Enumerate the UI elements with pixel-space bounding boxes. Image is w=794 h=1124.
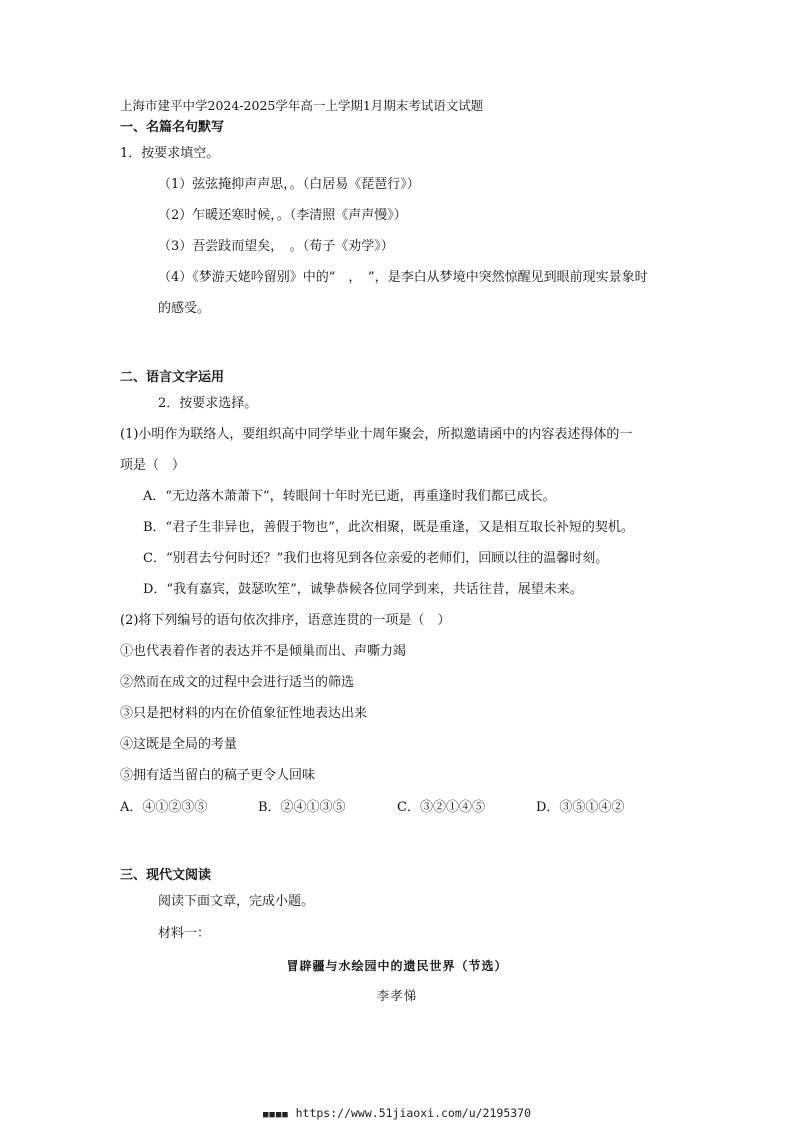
section-2-heading: 二、语言文字运用 bbox=[120, 370, 225, 385]
footer-url[interactable]: https://www.51jiaoxi.com/u/2195370 bbox=[295, 1106, 532, 1120]
reading-instruction: 阅读下面文章，完成小题。 bbox=[158, 894, 315, 909]
fill-item-2: （2）乍暖还寒时候，。（李清照《声声慢》） bbox=[158, 208, 407, 223]
order-option-d: D．③⑤①④② bbox=[536, 800, 625, 815]
article-author: 李孝悌 bbox=[376, 988, 418, 1003]
footer-mark: ■■■■ bbox=[262, 1110, 289, 1120]
subquestion-1-line-1: (1)小明作为联络人，要组织高中同学毕业十周年聚会，所拟邀请函中的内容表述得体的一 bbox=[120, 427, 633, 442]
fill-item-4-continued: 的感受。 bbox=[158, 301, 211, 316]
fill-item-3: （3）吾尝跂而望矣， 。（荀子《劝学》） bbox=[158, 239, 394, 254]
article-title: 冒辟疆与水绘园中的遗民世界（节选） bbox=[286, 959, 508, 973]
sentence-3: ③只是把材料的内在价值象征性地表达出来 bbox=[120, 706, 368, 721]
document-title: 上海市建平中学2024-2025学年高一上学期1月期末考试语文试题 bbox=[120, 98, 484, 113]
order-option-c: C．③②①④⑤ bbox=[397, 800, 485, 815]
section-3-heading: 三、现代文阅读 bbox=[120, 868, 212, 883]
option-b: B．“君子生非异也，善假于物也”，此次相聚，既是重逢，又是相互取长补短的契机。 bbox=[143, 520, 634, 535]
order-option-a: A．④①②③⑤ bbox=[120, 800, 208, 815]
sentence-2: ②然而在成文的过程中会进行适当的筛选 bbox=[120, 675, 355, 690]
sentence-4: ④这既是全局的考量 bbox=[120, 737, 238, 752]
sentence-1: ①也代表着作者的表达并不是倾巢而出、声嘶力竭 bbox=[120, 644, 407, 659]
question-2-stem: 2．按要求选择。 bbox=[158, 396, 258, 411]
sentence-5: ⑤拥有适当留白的稿子更令人回味 bbox=[120, 768, 316, 783]
material-label: 材料一： bbox=[158, 926, 211, 941]
question-1-stem: 1．按要求填空。 bbox=[120, 146, 220, 161]
option-c: C．“别君去兮何时还？”我们也将见到各位亲爱的老师们，回顾以往的温馨时刻。 bbox=[143, 551, 609, 566]
footer-watermark bbox=[0, 1106, 794, 1120]
option-d: D．“我有嘉宾，鼓瑟吹笙”，诚挚恭候各位同学到来，共话往昔，展望未来。 bbox=[143, 582, 583, 597]
fill-item-4: （4）《梦游天姥吟留别》中的“ ， ”，是李白从梦境中突然惊醒见到眼前现实景象时 bbox=[158, 270, 648, 285]
order-option-b: B．②④①③⑤ bbox=[258, 800, 346, 815]
subquestion-1-line-2: 项是（ ） bbox=[120, 458, 186, 473]
fill-item-1: （1）弦弦掩抑声声思，。（白居易《琵琶行》） bbox=[158, 177, 420, 192]
section-1-heading: 一、名篇名句默写 bbox=[120, 120, 225, 135]
option-a: A．“无边落木萧萧下”，转眼间十年时光已逝，再重逢时我们都已成长。 bbox=[143, 489, 556, 504]
subquestion-2-stem: (2)将下列编号的语句依次排序，语意连贯的一项是（ ） bbox=[120, 613, 451, 628]
